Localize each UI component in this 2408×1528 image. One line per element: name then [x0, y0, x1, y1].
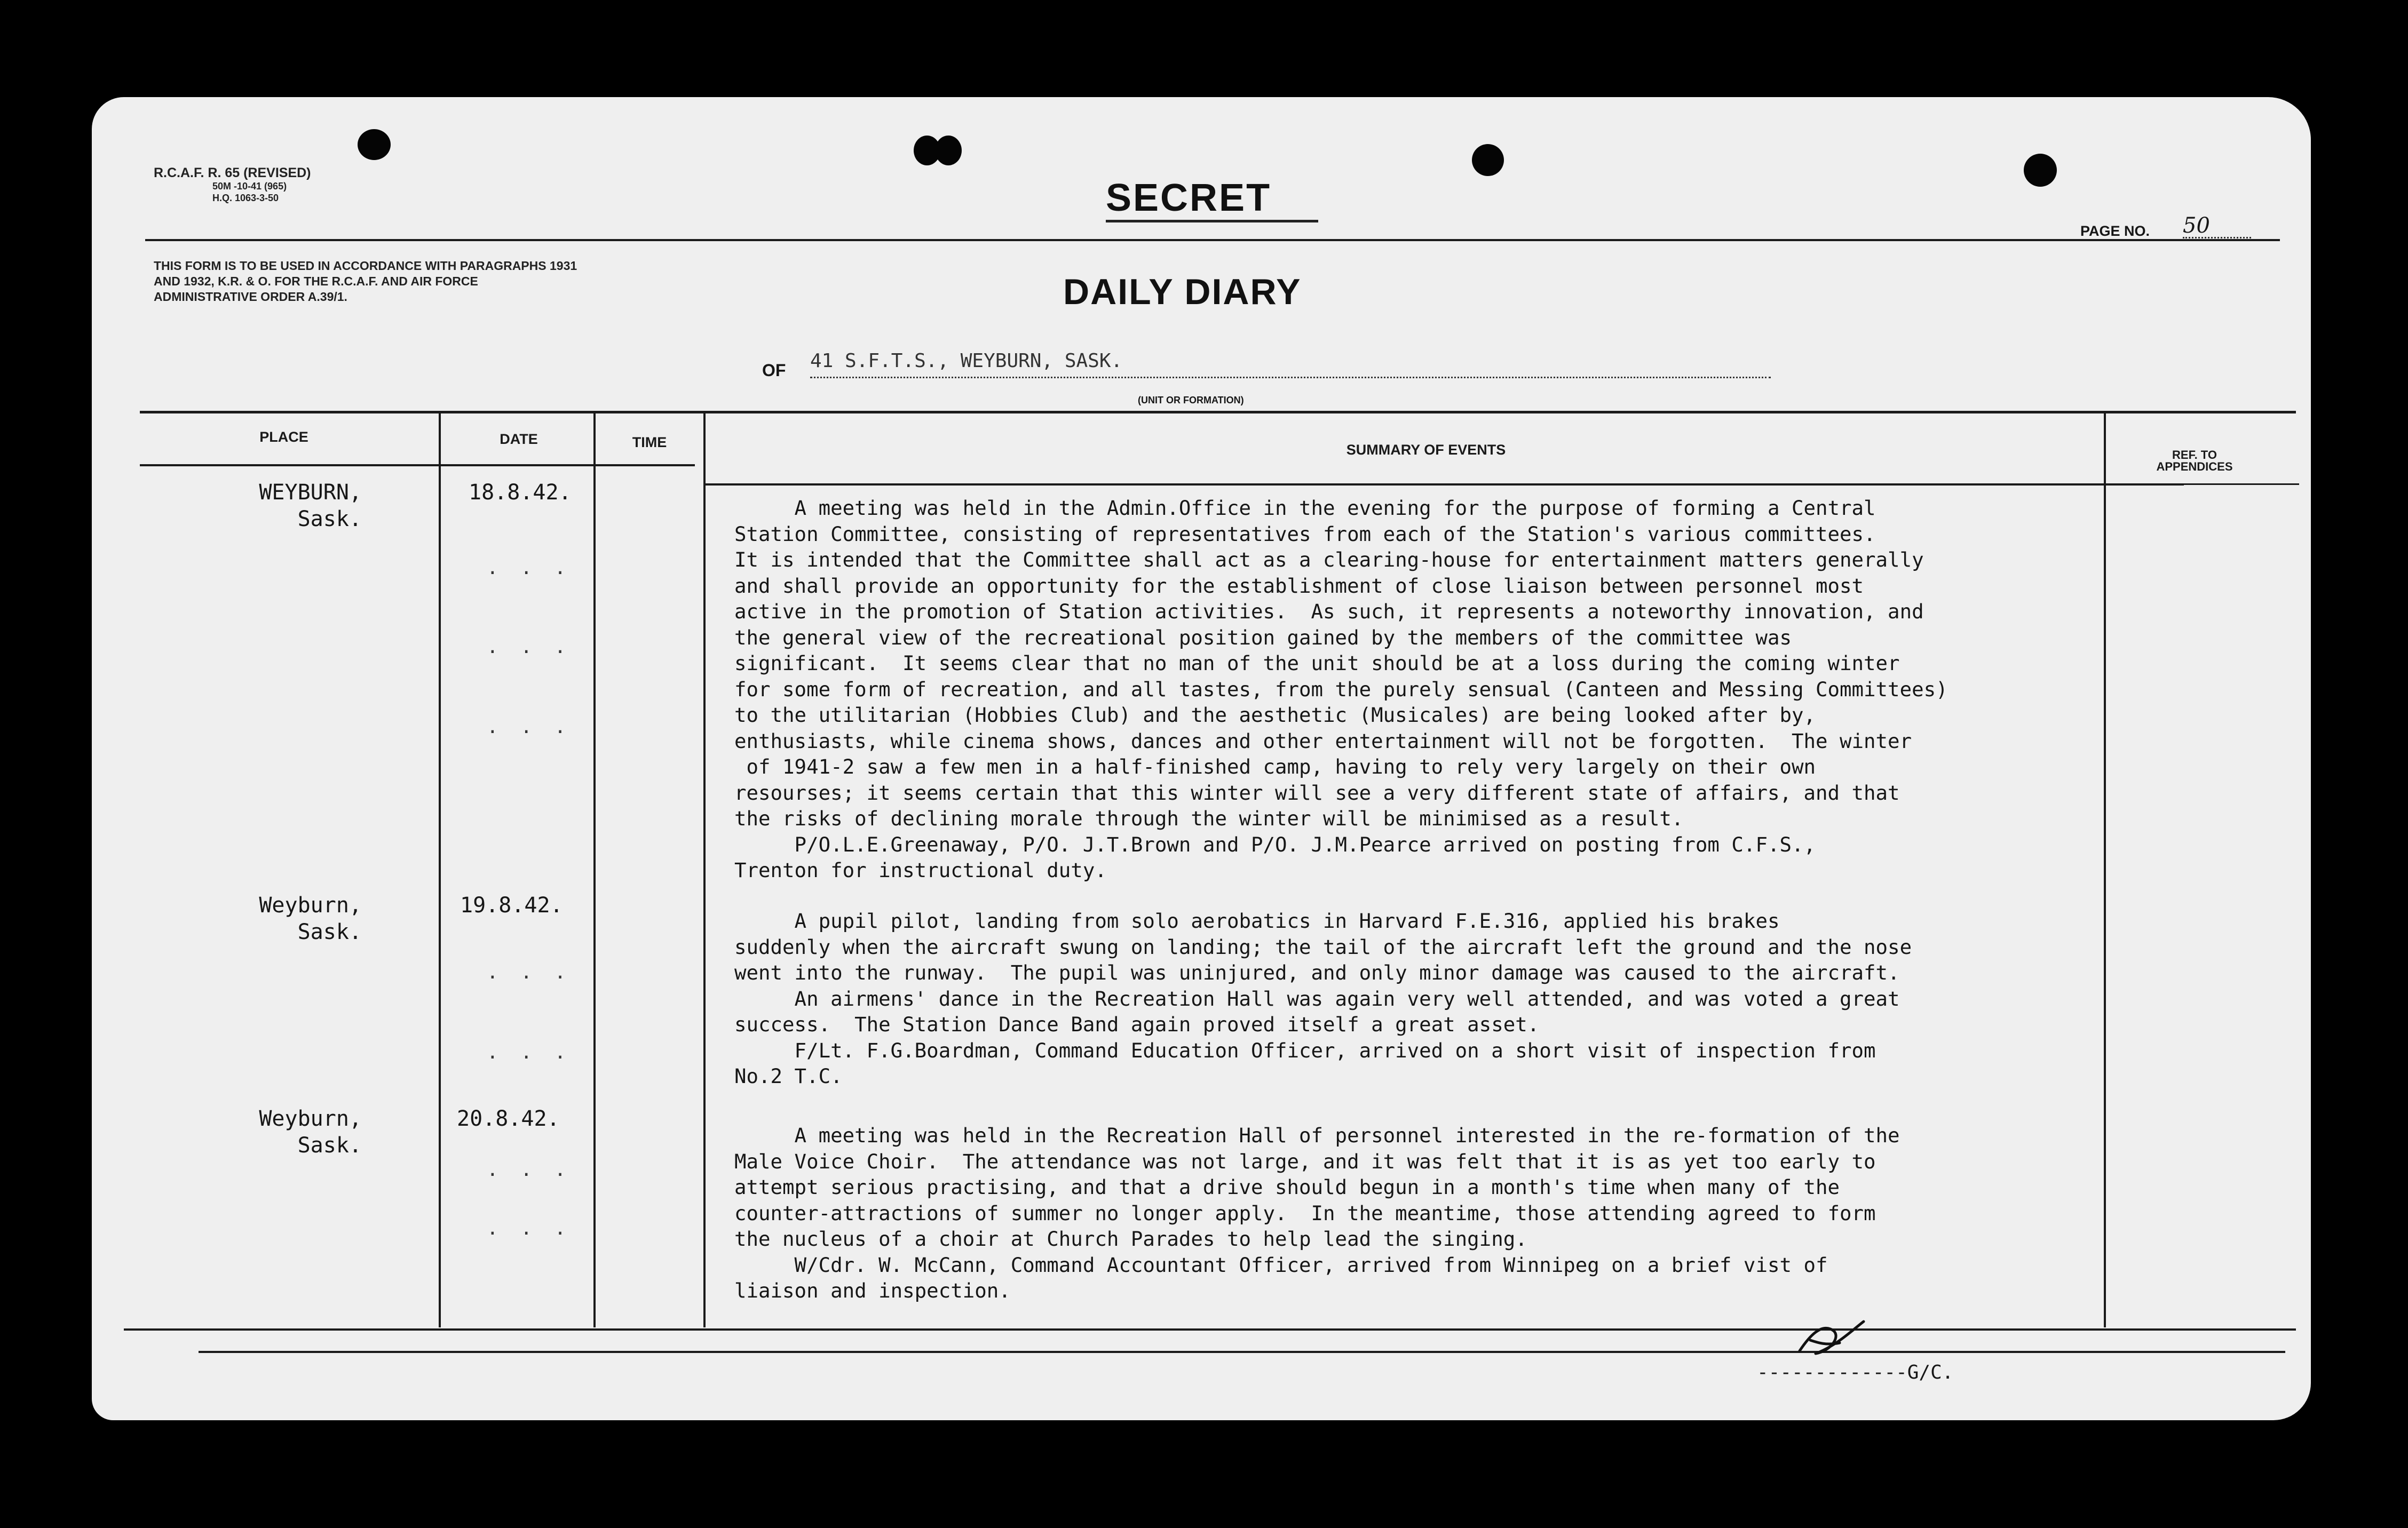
- place-line: Weyburn,: [259, 1107, 362, 1131]
- entry-summary: A meeting was held in the Admin.Office in the evening for the purpose of forming a Central Station Committee, consisting of representatives from each of the Station's various committees. It is intended that the Committee shall act as a clearing-house for entertainment matters generally and shall provide an opportunity for the establishment of close liaison between personnel most active in the promotion of Station activities. As such, it represents a noteworthy innovation, and the general view of the recreational position gained by the members of the committee was significant. It seems clear that no man of the unit should be at a loss during the coming winter for some form of recreation, and all tastes, from the purely sensual (Canteen and Messing Committees) to the utilitarian (Hobbies Club) and the aesthetic (Musicales) are being looked after by, enthusiasts, while cinema shows, dances and other entertainment will not be forgotten. The winter of 1941-2 saw a few men in a half-finished camp, having to rely very largely on their own resourses; it seems certain that this winter will see a very different state of affairs, and that the risks of declining morale through the winter will be minimised as a result. P/O.L.E.Greenaway, P/O. J.T.Brown and P/O. J.M.Pearce arrived on posting from C.F.S., Trenton for instructional duty.: [734, 496, 1948, 882]
- entry-place: [116, 1105, 362, 1159]
- place-line: WEYBURN,: [259, 480, 362, 505]
- entry-summary: A meeting was held in the Recreation Hall of personnel interested in the re-formation of the Male Voice Choir. The attendance was not large, and it was felt that it is as yet too early to attempt serious practising, and that a drive should begun in a month's time when many of the counter-attractions of summer no longer apply. In the meantime, those attending agreed to form the nucleus of a choir at Church Parades to help lead the singing. W/Cdr. W. McCann, Command Accountant Officer, arrived from Winnipeg on a brief vist of liaison and inspection.: [734, 1124, 1900, 1302]
- secret-underline: [1106, 220, 1318, 222]
- header-row-rule: [2107, 483, 2299, 485]
- unit-field: 41 S.F.T.S., WEYBURN, SASK.: [810, 350, 1771, 378]
- entry-date: 19.8.42.: [460, 893, 563, 918]
- place-line: Sask.: [297, 507, 362, 531]
- form-reference: [154, 165, 311, 204]
- column-header-summary: SUMMARY OF EVENTS: [1346, 442, 1506, 458]
- punch-hole: [358, 129, 391, 160]
- form-ref-line: 50M -10-41 (965): [212, 181, 287, 192]
- ledger-dots: . . .: [487, 1159, 572, 1181]
- entry-place: [116, 892, 362, 945]
- diary-sheet: [92, 97, 2311, 1420]
- entry-date: 18.8.42.: [469, 480, 572, 505]
- punch-hole: [935, 136, 962, 165]
- ledger-dots: . . .: [487, 716, 572, 738]
- column-header-time: TIME: [632, 434, 667, 450]
- punch-hole: [2024, 154, 2057, 187]
- ref-header-line: APPENDICES: [2156, 460, 2233, 473]
- ledger-dots: . . .: [487, 1217, 572, 1239]
- header-row-rule: [706, 483, 2184, 486]
- page-title: DAILY DIARY: [1063, 272, 1302, 312]
- entry-summary: A pupil pilot, landing from solo aerobatics in Harvard F.E.316, applied his brakes suddenly when the aircraft swung on landing; the tail of the aircraft left the ground and the nose went into the runway. The pupil was uninjured, and only minor damage was caused to the aircraft. An airmens' dance in the Recreation Hall was again very well attended, and was voted a great success. The Station Dance Band again proved itself a great asset. F/Lt. F.G.Boardman, Command Education Officer, arrived on a short visit of inspection from No.2 T.C.: [734, 909, 1912, 1088]
- ref-header-line: REF. TO: [2172, 448, 2217, 461]
- table-bottom-rule: [199, 1351, 2285, 1353]
- form-ref-line: H.Q. 1063-3-50: [212, 193, 279, 203]
- place-line: Weyburn,: [259, 893, 362, 918]
- column-header-ref: [2114, 449, 2275, 473]
- column-divider: [593, 413, 596, 1327]
- column-header-place: PLACE: [259, 429, 308, 445]
- place-line: Sask.: [297, 1133, 362, 1158]
- column-divider: [2104, 413, 2106, 1327]
- header-rule: [145, 239, 2280, 241]
- ledger-dots: . . .: [487, 1041, 572, 1063]
- page-number: 50: [2183, 213, 2251, 238]
- place-line: Sask.: [297, 920, 362, 944]
- column-header-date: DATE: [500, 431, 538, 447]
- header-row-rule: [140, 464, 695, 466]
- signature-line: -------------G/C.: [1757, 1362, 1954, 1383]
- table-bottom-rule: [124, 1328, 2296, 1331]
- unit-label: OF: [762, 361, 786, 380]
- entry-date: 20.8.42.: [457, 1107, 560, 1131]
- form-instructions: THIS FORM IS TO BE USED IN ACCORDANCE WITH PARAGRAPHS 1931 AND 1932, K.R. & O. FOR THE R.C.A.F. AND AIR FORCE ADMINISTRATIVE ORDER A.39/1.: [154, 259, 577, 304]
- secret-heading: SECRET: [1106, 177, 1272, 219]
- punch-hole: [1472, 144, 1504, 176]
- signature-mark: [1794, 1314, 1869, 1362]
- unit-caption: (UNIT OR FORMATION): [1138, 395, 1244, 405]
- ledger-dots: . . .: [487, 557, 572, 579]
- table-top-rule: [140, 411, 2296, 413]
- column-divider: [703, 413, 706, 1327]
- page-number-label: PAGE NO.: [2080, 223, 2150, 239]
- ledger-dots: . . .: [487, 636, 572, 658]
- entry-place: [116, 479, 362, 532]
- column-divider: [439, 413, 441, 1327]
- form-ref-line: R.C.A.F. R. 65 (REVISED): [154, 165, 311, 180]
- ledger-dots: . . .: [487, 961, 572, 983]
